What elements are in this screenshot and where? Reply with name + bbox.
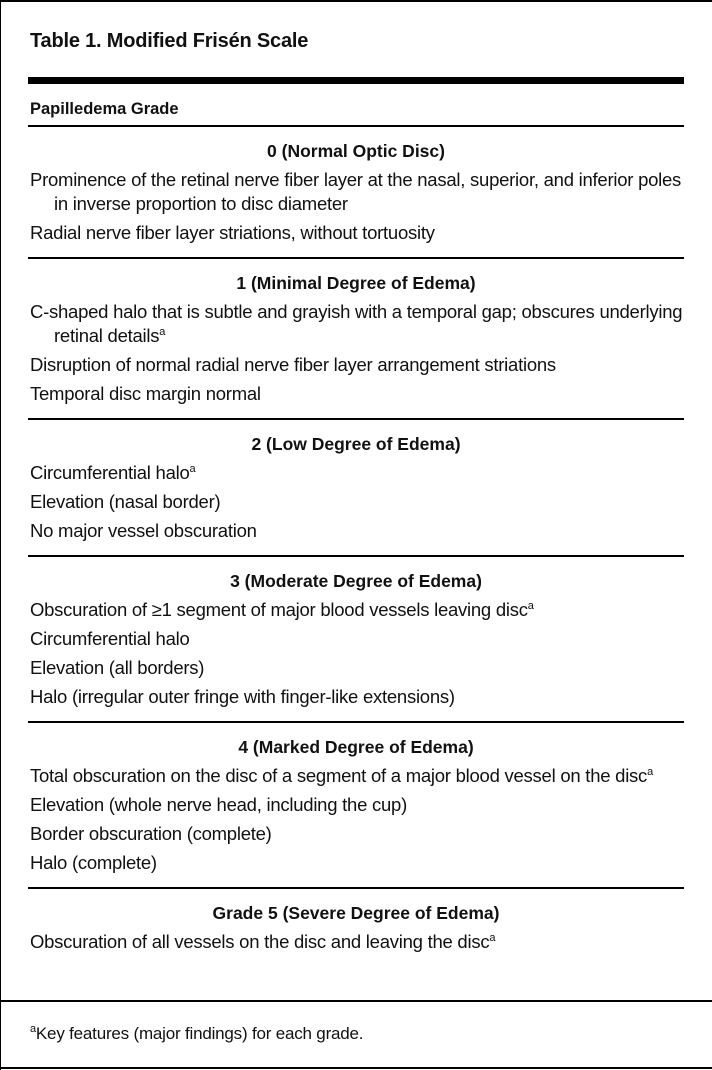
feature-text: Elevation (whole nerve head, including the cup) [30, 794, 407, 815]
grade-feature [28, 490, 684, 514]
feature-text: Elevation (all borders) [30, 657, 205, 678]
grade-section [28, 723, 684, 889]
feature-text: Circumferential halo [30, 462, 190, 483]
feature-text: Halo (irregular outer fringe with finger-like extensions) [30, 686, 455, 707]
grade-feature [28, 685, 684, 709]
grade-feature [28, 764, 684, 788]
feature-text: Elevation (nasal border) [30, 491, 221, 512]
feature-text: Obscuration of ≥1 segment of major blood vessels leaving disc [30, 599, 528, 620]
feature-text: Disruption of normal radial nerve fiber layer arrangement striations [30, 354, 556, 375]
grade-section [28, 127, 684, 259]
feature-text: Halo (complete) [30, 852, 157, 873]
grade-feature [28, 519, 684, 543]
grade-heading: 2 (Low Degree of Edema) [251, 434, 461, 454]
feature-text: Circumferential halo [30, 628, 190, 649]
grade-feature [28, 353, 684, 377]
feature-text: Border obscuration (complete) [30, 823, 272, 844]
grade-feature [28, 930, 684, 954]
grade-feature [28, 382, 684, 406]
grade-section [28, 420, 684, 557]
grade-heading: 4 (Marked Degree of Edema) [238, 737, 474, 757]
feature-text: Total obscuration on the disc of a segment of a major blood vessel on the disc [30, 765, 648, 786]
grade-feature [28, 168, 684, 216]
feature-text: Prominence of the retinal nerve fiber layer at the nasal, superior, and inferior poles in inverse proportion to disc diameter [30, 169, 682, 214]
footnote-ref: a [647, 766, 653, 778]
footnote-text: Key features (major findings) for each grade. [35, 1024, 364, 1043]
grade-feature [28, 656, 684, 680]
column-header: Papilledema Grade [30, 100, 179, 118]
footnote-ref: a [189, 463, 196, 475]
table-bottom-rule [0, 1000, 712, 1002]
grade-section [28, 557, 684, 723]
header-thick-rule [28, 77, 684, 84]
footnote-ref: a [489, 932, 496, 944]
grade-heading: 1 (Minimal Degree of Edema) [236, 273, 476, 293]
grade-feature [28, 627, 684, 651]
footnote [30, 1024, 363, 1044]
grade-feature [28, 461, 684, 485]
table-title: Table 1. Modified Frisén Scale [30, 30, 309, 52]
grade-feature [28, 851, 684, 875]
grade-feature [28, 221, 684, 245]
top-border [0, 0, 712, 2]
grade-heading: 0 (Normal Optic Disc) [267, 141, 445, 161]
grade-feature [28, 598, 684, 622]
feature-text: Radial nerve fiber layer striations, without tortuosity [30, 222, 435, 243]
feature-text: Obscuration of all vessels on the disc and leaving the disc [30, 931, 490, 952]
grade-section [28, 889, 684, 966]
feature-text: No major vessel obscuration [30, 520, 257, 541]
footnote-ref: a [159, 326, 166, 338]
grade-section [28, 259, 684, 420]
left-border [0, 0, 1, 1070]
feature-text: Temporal disc margin normal [30, 383, 261, 404]
grade-feature [28, 822, 684, 846]
grade-heading: 3 (Moderate Degree of Edema) [230, 571, 482, 591]
footnote-ref: a [527, 600, 534, 612]
page-bottom-rule [0, 1067, 712, 1069]
feature-text: C-shaped halo that is subtle and grayish with a temporal gap; obscures underlying retinal details [30, 301, 683, 346]
grade-feature [28, 300, 684, 348]
grade-heading: Grade 5 (Severe Degree of Edema) [212, 903, 500, 923]
footnote-marker: a [30, 1023, 36, 1035]
grade-table [28, 125, 684, 966]
grade-feature [28, 793, 684, 817]
